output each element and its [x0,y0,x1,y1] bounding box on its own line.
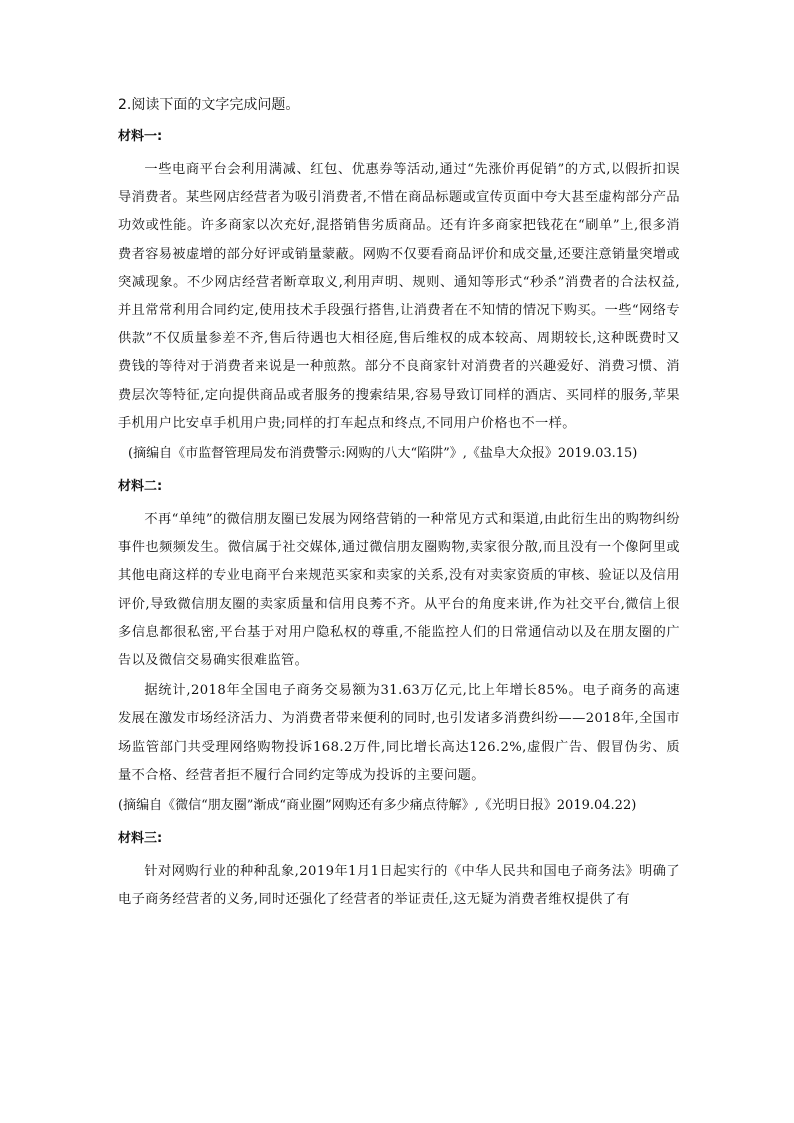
material-1-source: (摘编自《市监督管理局发布消费警示:网购的八大“陷阱”》,《盐阜大众报》2019.03.15) [128,446,638,462]
material-1-paragraph: 一些电商平台会利用满减、红包、优惠券等活动,通过“先涨价再促销”的方式,以假折扣误导消费者。某些网店经营者为吸引消费者,不惜在商品标题或宣传页面中夸大甚至虚构部分产品功效或性能。许多商家以次充好,混搭销售劣质商品。还有许多商家把钱花在“刷单”上,很多消费者容易被虚增的部分好评或销量蒙蔽。网购不仅要看商品评价和成交量,还要注意销量突增或突减现象。不少网店经营者断章取义,利用声明、规则、通知等形式“秒杀”消费者的合法权益,并且常常利用合同约定,使用技术手段强行搭售,让消费者在不知情的情况下购买。一些“网络专供款”不仅质量参差不齐,售后待遇也大相径庭,售后维权的成本较高、周期较长,这种既费时又费钱的等待对于消费者来说是一种煎熬。部分不良商家针对消费者的兴趣爱好、消费习惯、消费层次等特征,定向提供商品或者服务的搜索结果,容易导致订同样的酒店、买同样的服务,苹果手机用户比安卓手机用户贵;同样的打车起点和终点,不同用户价格也不一样。 [118,162,680,431]
question-title: 2.阅读下面的文字完成问题。 [118,97,300,113]
material-2-paragraph-2: 据统计,2018年全国电子商务交易额为31.63万亿元,比上年增长85%。电子商务的高速发展在激发市场经济活力、为消费者带来便利的同时,也引发诸多消费纠纷——2018年,全国市场监管部门共受理网络购物投诉168.2万件,同比增长高达126.2%,虚假广告、假冒伪劣、质量不合格、经营者拒不履行合同约定等成为投诉的主要问题。 [118,683,680,783]
material-2-paragraph-1: 不再“单纯”的微信朋友圈已发展为网络营销的一种常见方式和渠道,由此衍生出的购物纠纷事件也频频发生。微信属于社交媒体,通过微信朋友圈购物,卖家很分散,而且没有一个像阿里或其他电商这样的专业电商平台来规范买家和卖家的关系,没有对卖家资质的审核、验证以及信用评价,导致微信朋友圈的卖家质量和信用良莠不齐。从平台的角度来讲,作为社交平台,微信上很多信息都很私密,平台基于对用户隐私权的尊重,不能监控人们的日常通信动以及在朋友圈的广告以及微信交易确实很难监管。 [118,512,680,669]
material-2-source: (摘编自《微信“朋友圈”渐成“商业圈”网购还有多少痛点待解》,《光明日报》2019.04.22) [118,798,637,814]
material-1-heading: 材料一: [118,129,163,144]
material-3-paragraph: 针对网购行业的种种乱象,2019年1月1日起实行的《中华人民共和国电子商务法》明确了电子商务经营者的义务,同时还强化了经营者的举证责任,这无疑为消费者维权提供了有 [118,864,680,908]
document-page [118,94,680,914]
material-3-heading: 材料三: [118,831,163,847]
material-2-heading: 材料二: [118,479,163,495]
